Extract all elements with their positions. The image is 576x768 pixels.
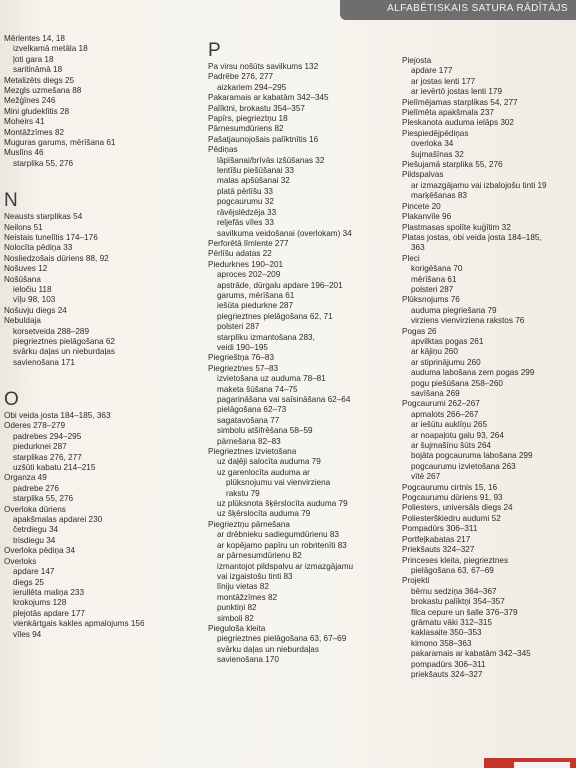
- index-entry: Priekšauts 324–327: [402, 545, 475, 555]
- index-entry: Pašatjaunojošais palīktnītis 16: [208, 134, 319, 144]
- index-subentry: lentīšu piešūšanai 33: [217, 166, 294, 176]
- index-subentry: savienošana 170: [217, 655, 279, 665]
- index-subentry: uz garenlocīta auduma ar: [217, 467, 310, 477]
- index-subentry: izvelkamā metāla 18: [13, 44, 88, 54]
- index-subentry: krokojums 128: [13, 598, 67, 608]
- index-letter-heading: P: [208, 40, 221, 61]
- index-subentry: pogcaurumu izvietošana 263: [411, 461, 516, 471]
- index-subentry: ieločiu 118: [13, 284, 52, 294]
- index-subentry: uz plūksnota šķērslocīta auduma 79: [217, 499, 348, 509]
- index-subentry: sagatavošana 77: [217, 415, 280, 425]
- index-subentry: padrebes 294–295: [13, 431, 82, 441]
- index-letter-heading: O: [4, 389, 19, 410]
- index-subentry: polsteri 287: [217, 322, 260, 332]
- index-subentry: ar šujmašīnu šūts 264: [411, 441, 492, 451]
- index-entry: [4, 169, 145, 179]
- index-subentry: apvilktas pogas 261: [411, 336, 484, 346]
- index-subentry: bērnu sedziņa 364–367: [411, 586, 497, 596]
- index-entry: Mezgls uzmešana 88: [4, 86, 82, 96]
- index-entry: Pieguloša kleita: [208, 623, 266, 633]
- index-entry: Moheirs 41: [4, 117, 45, 127]
- index-entry: Projekti: [402, 576, 430, 586]
- index-entry: Pa virsu nošūts savilkums 132: [208, 62, 319, 71]
- index-entry: Princeses kleita, piegrieztnes: [402, 555, 509, 565]
- index-subentry: uz daļēji salocīta auduma 79: [217, 457, 321, 467]
- index-column-1: [4, 34, 145, 640]
- index-subentry: uz šķērslocīta auduma 79: [217, 509, 311, 519]
- index-entry: Nošuves 12: [4, 264, 48, 274]
- index-entry: Pielīmējamas starplikas 54, 277: [402, 97, 518, 107]
- index-subentry: ar kājiņu 260: [411, 347, 458, 357]
- index-subentry: ar kopējamo papīru un robritenīti 83: [217, 540, 347, 550]
- index-subentry: rakstu 79: [226, 488, 260, 498]
- index-subentry: polsteri 287: [411, 284, 454, 294]
- index-subentry: veidi 190–195: [217, 342, 268, 352]
- index-subentry: auduma labošana zem pogas 299: [411, 368, 535, 378]
- index-entry: Metalizēts diegs 25: [4, 75, 75, 85]
- index-entry: Piespiedējpēdiņas: [402, 128, 469, 138]
- index-subentry: ar drēbnieku sadiegumdūrienu 83: [217, 530, 339, 540]
- index-entry: Oderes 278–279: [4, 421, 65, 431]
- index-subentry: apmalots 266–267: [411, 409, 479, 419]
- index-subentry: ar izmazgājamu vai izbalojošu tinti 19: [411, 180, 547, 190]
- index-letter-heading: N: [4, 190, 18, 212]
- index-subentry: rāvējslēdzēja 33: [217, 207, 277, 217]
- index-entry: Nolocīta pēdiņa 33: [4, 243, 73, 253]
- page-corner-mark: [484, 758, 576, 768]
- index-subentry: overloka 34: [411, 139, 454, 149]
- index-entry: Piegrieztņu pārnešana: [208, 519, 290, 529]
- index-subentry: pakaramais ar kabatām 342–345: [411, 649, 531, 659]
- index-entry: Organza 49: [4, 473, 47, 483]
- index-subentry: auduma piegriešana 79: [411, 305, 497, 315]
- index-entry: Piedurknes 190–201: [208, 259, 284, 269]
- index-subentry: piegrieztnes pielāgošana 62: [13, 336, 115, 346]
- index-entry: Platas jostas, obi veida josta 184–185,: [402, 232, 542, 242]
- index-entry: Perforētā līmlente 277: [208, 238, 289, 248]
- index-subentry: pārnešana 82–83: [217, 436, 281, 446]
- index-subentry: šujmašīnas 32: [411, 149, 464, 159]
- index-subentry: vītē 267: [411, 472, 441, 482]
- index-subentry: ar iešūtu auklīņu 265: [411, 420, 488, 430]
- index-entry: Nebuldaja: [4, 316, 41, 326]
- index-entry: Neistais tunelītis 174–176: [4, 232, 98, 242]
- index-entry: Padrēbe 276, 277: [208, 72, 274, 82]
- index-entry: Montāžzīmes 82: [4, 127, 65, 137]
- index-subentry: ar noapaļotu galu 93, 264: [411, 430, 504, 440]
- index-entry: Plastmasas spolīte kuģītim 32: [402, 222, 511, 232]
- index-subentry: apakšmalas apdarei 230: [13, 515, 103, 525]
- index-entry: Pildspalvas: [402, 170, 444, 180]
- index-subentry: platā pērlīšu 33: [217, 186, 273, 196]
- index-subentry: ar ievērtō jostas lenti 179: [411, 87, 503, 97]
- index-entry: Papīrs, piegrieztņu 18: [208, 114, 288, 124]
- index-subentry: ar jostas lenti 177: [411, 76, 476, 86]
- index-subentry: priekšauts 324–327: [411, 669, 483, 679]
- index-subentry: savīšana 269: [411, 389, 460, 398]
- index-subentry: korsetveida 288–289: [13, 326, 90, 336]
- index-subentry: apstrāde, dūrgalu apdare 196–201: [217, 280, 343, 290]
- index-subentry: svārku daļas un nieburdaļas: [13, 347, 115, 357]
- index-entry: [4, 180, 145, 190]
- index-subentry: savienošana 171: [13, 357, 75, 367]
- index-subentry: 363: [411, 243, 425, 253]
- index-entry: Piegrieztnes izvietošana: [208, 447, 297, 457]
- index-subentry: uzšūti kabatu 214–215: [13, 463, 96, 473]
- index-entry: Pompadūrs 306–311: [402, 524, 478, 534]
- index-subentry: apdare 147: [13, 567, 55, 577]
- index-subentry: lāpīšanai/brīvās izšūšanas 32: [217, 155, 325, 165]
- index-subentry: diegs 25: [13, 577, 44, 587]
- index-entry: Overloka pēdiņa 34: [4, 546, 76, 556]
- index-subentry: maketa šūšana 74–75: [217, 384, 298, 394]
- index-subentry: marķēšanas 83: [411, 191, 467, 201]
- index-entry: Plūksnojums 76: [402, 295, 460, 305]
- index-subentry: starplika 55, 276: [13, 494, 74, 504]
- index-subentry: montāžzīmes 82: [217, 592, 278, 602]
- index-subentry: simboli 82: [217, 613, 254, 623]
- section-title: ALFABĒTISKAIS SATURA RĀDĪTĀJS: [387, 3, 568, 14]
- index-subentry: starplika 55, 276: [13, 158, 74, 168]
- index-entry: Piešujamā starplika 55, 276: [402, 160, 503, 170]
- index-subentry: piedurknei 287: [13, 442, 67, 452]
- index-subentry: plejotās apdare 177: [13, 608, 85, 618]
- index-entry: Obi veida josta 184–185, 363: [4, 411, 111, 420]
- index-subentry: pogcaurumu 32: [217, 197, 274, 207]
- index-subentry: vai izgaistošu tinti 83: [217, 571, 293, 581]
- index-entry: Pēdiņas: [208, 145, 238, 155]
- index-column-3: [402, 56, 547, 680]
- index-entry: Neilons 51: [4, 222, 43, 232]
- index-subentry: iešūta piedurkne 287: [217, 301, 294, 311]
- index-subentry: plūksnojumu vai vienvirziena: [226, 478, 331, 488]
- index-subentry: pielāgošana 63, 67–69: [411, 565, 494, 575]
- index-entry: Pērlīšu adatas 22: [208, 249, 272, 259]
- index-entry: Piejosta: [402, 56, 432, 65]
- index-entry: Nosliedzošais dūriens 88, 92: [4, 253, 109, 263]
- index-subentry: padrebe 276: [13, 483, 59, 493]
- index-entry: Portfeļkabatas 217: [402, 534, 471, 544]
- index-subentry: piegrieztnes pielāgošana 62, 71: [217, 311, 333, 321]
- index-entry: Muguras garums, mērīšana 61: [4, 138, 116, 148]
- index-subentry: aproces 202–209: [217, 270, 281, 280]
- index-subentry: līniju vietas 82: [217, 582, 269, 592]
- index-subentry: brokastu palīktņi 354–357: [411, 597, 505, 607]
- index-subentry: starplīku izmantošana 283,: [217, 332, 315, 342]
- index-entry: Pleci: [402, 253, 420, 263]
- index-subentry: trisdiegu 34: [13, 535, 56, 545]
- index-subentry: korigēšana 70: [411, 264, 463, 274]
- index-subentry: aizkariem 294–295: [217, 82, 287, 92]
- index-subentry: ar stiprinājumu 260: [411, 357, 481, 367]
- index-entry: Pogcaurumu cirtnis 15, 16: [402, 482, 498, 492]
- index-subentry: starplikas 276, 277: [13, 452, 82, 462]
- index-entry: Pārnesumdūriens 82: [208, 124, 284, 134]
- index-subentry: punktiņi 82: [217, 603, 257, 613]
- index-subentry: garums, mērīšana 61: [217, 290, 295, 300]
- index-entry: [4, 368, 145, 378]
- index-subentry: vīles 94: [13, 629, 42, 639]
- index-subentry: pagarināšana vai saīsināšana 62–64: [217, 395, 351, 404]
- index-subentry: vienkārtgais kakles apmalojums 156: [13, 619, 145, 629]
- index-subentry: saritināmā 18: [13, 65, 63, 75]
- index-subentry: grāmatu vāki 312–315: [411, 617, 493, 627]
- index-subentry: pielāgošana 62–73: [217, 405, 287, 415]
- index-entry: Mērlentes 14, 18: [4, 34, 65, 43]
- index-subentry: svārku daļas un nieburdaļas: [217, 644, 319, 654]
- index-entry: Overloka dūriens: [4, 504, 66, 514]
- index-entry: Piegrieštņa 76–83: [208, 353, 275, 363]
- index-subentry: četrdiegu 34: [13, 525, 59, 535]
- index-entry: Neausts starplikas 54: [4, 212, 83, 222]
- index-subentry: bojāta pogcauruma labošana 299: [411, 451, 533, 461]
- index-subentry: izmantojot pildspalvu ar izmazgājamu: [217, 561, 354, 571]
- index-subentry: ļoti gara 18: [13, 54, 54, 64]
- index-entry: Poliesterškiedru audumi 52: [402, 513, 501, 523]
- index-entry: Pogcaurumi 262–267: [402, 399, 480, 409]
- index-entry: Pielīmēta apakšmala 237: [402, 108, 494, 118]
- index-column-2: [208, 40, 353, 666]
- index-subentry: vīļu 98, 103: [13, 295, 56, 305]
- index-entry: Palīktni, brokastu 354–357: [208, 103, 305, 113]
- index-entry: Muslīns 46: [4, 148, 44, 158]
- index-subentry: ierullēta maliņa 233: [13, 587, 85, 597]
- index-entry: Mini gludeklītis 28: [4, 106, 70, 116]
- page-corner-mark-inner: [514, 762, 570, 768]
- index-entry: Pincete 20: [402, 201, 441, 211]
- index-entry: Mežģīnes 246: [4, 96, 56, 106]
- index-entry: [4, 379, 145, 389]
- index-entry: Nošuvju diegs 24: [4, 305, 67, 315]
- index-entry: Overloks: [4, 556, 37, 566]
- index-entry: Pakaramais ar kabatām 342–345: [208, 93, 329, 103]
- index-entry: Pogas 26: [402, 326, 437, 336]
- index-subentry: savilkuma veidošanai (overlokam) 34: [217, 228, 352, 238]
- index-entry: Pleskanota auduma ielāps 302: [402, 118, 514, 128]
- index-subentry: mērīšana 61: [411, 274, 457, 284]
- index-subentry: pompadūrs 306–311: [411, 659, 486, 669]
- index-subentry: filca cepure un šalle 376–379: [411, 607, 518, 617]
- index-subentry: pogu piešūšana 258–260: [411, 378, 503, 388]
- index-subentry: ar pārnesumdūrienu 82: [217, 551, 302, 561]
- index-subentry: piegrieztnes pielāgošana 63, 67–69: [217, 634, 347, 644]
- index-entry: Pogcaurumu dūriens 91, 93: [402, 493, 503, 503]
- index-subentry: virziens vienvirziena rakstos 76: [411, 316, 525, 326]
- index-subentry: apdare 177: [411, 66, 453, 76]
- index-entry: Poliesters, universāls diegs 24: [402, 503, 513, 513]
- section-header-bar: [340, 0, 576, 20]
- index-entry: Piegrieztnes 57–83: [208, 363, 279, 373]
- index-subentry: kimono 358–363: [411, 638, 472, 648]
- index-subentry: reljefās vīles 33: [217, 218, 274, 228]
- index-subentry: kaklasaite 350–353: [411, 628, 482, 638]
- index-subentry: simbolu atšifrēšana 58–59: [217, 426, 313, 436]
- index-entry: Plakanvīle 96: [402, 212, 452, 222]
- index-subentry: malas apšūšanai 32: [217, 176, 290, 186]
- index-entry: Nošūšana: [4, 274, 41, 284]
- index-subentry: izvietošana uz auduma 78–81: [217, 374, 326, 384]
